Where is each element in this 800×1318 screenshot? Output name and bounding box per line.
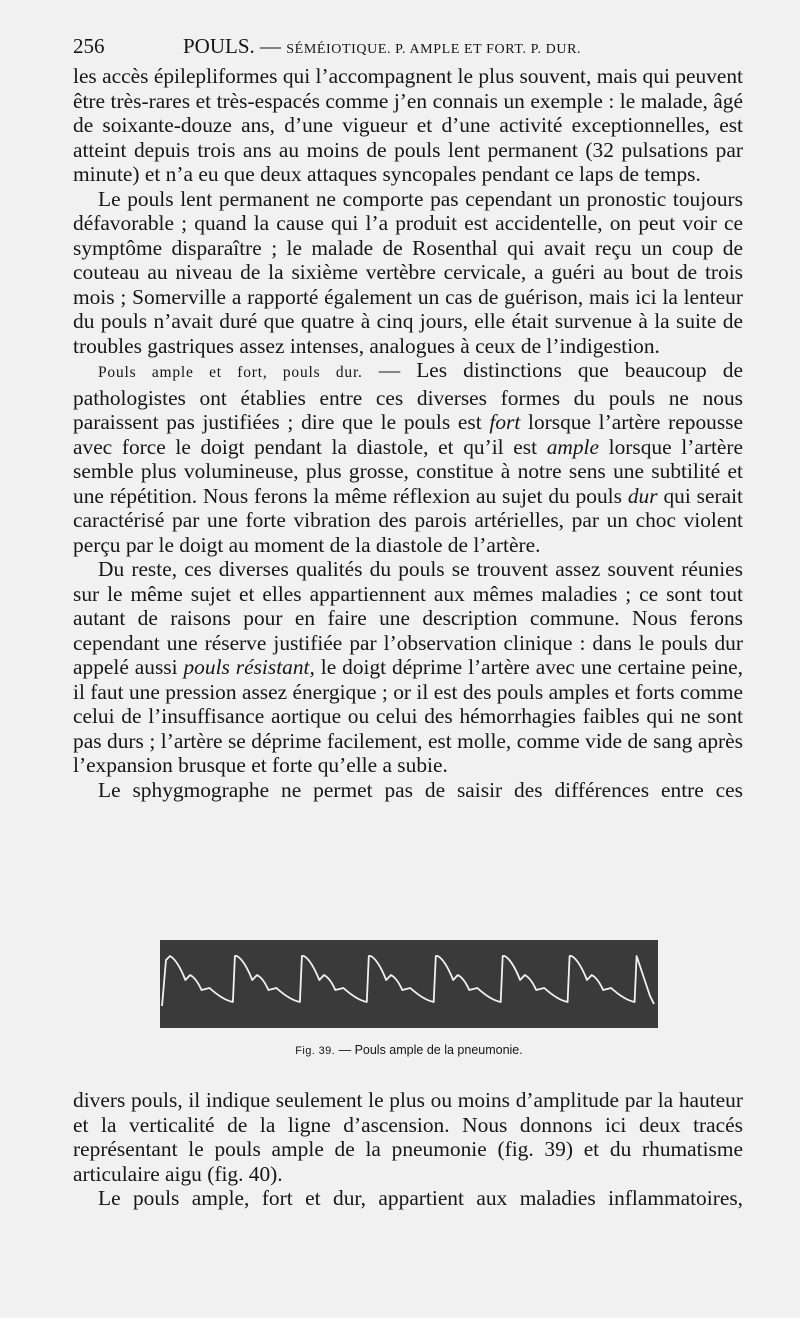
running-title [183, 30, 581, 66]
emphasis-pouls-resistant: pouls résistant, [183, 655, 315, 679]
emphasis-ample: ample [546, 434, 599, 459]
text-run: — Les distinctions que beaucoup de pathologistes ont établies entre ces diverses formes du pouls ne nous paraissent pas justifiées ; dire que le pouls est [73, 358, 743, 434]
page-number: 256 [73, 34, 105, 58]
emphasis-fort: fort [489, 410, 521, 434]
paragraph-qualites [73, 557, 743, 778]
paragraph-continuation-2: divers pouls, il indique seulement le plus ou moins d’amplitude par la hauteur et la verticalité de la ligne d’ascension. Nous donnons ici deux tracés représentant le pouls ample de la pneumonie (fig. 39) et du rhumatisme articulaire aigu (fig. 40). [73, 1088, 743, 1186]
text-block-bottom [73, 1088, 743, 1211]
paragraph-sphygmographe: Le sphygmographe ne permet pas de saisir des différences entre ces [98, 777, 743, 802]
text-run: lorsque l’artère repousse avec force le doigt pendant la diastole, et qu’il est [73, 410, 743, 459]
figure-label: Fig. 39. [295, 1045, 336, 1057]
text-run: qui serait caractérisé par une forte vibration des parois artérielles, par un choc violent perçu par le doigt au moment de la diastole de l’artère. [73, 483, 743, 557]
paragraph-inflammatoires: Le pouls ample, fort et dur, appartient aux maladies inflammatoires, [98, 1186, 743, 1210]
figure-caption-text: — Pouls ample de la pneumonie. [335, 1043, 523, 1057]
text-run: lorsque l’artère semble plus volumineuse, plus grosse, constitue à notre sens une subtilité et une répétition. Nous ferons la même réflexion au sujet du pouls [73, 434, 744, 508]
text-run: Du reste, ces diverses qualités du pouls se trouvent assez souvent réunies sur le même sujet et elles appartiennent aux mêmes maladies ; ce sont tout autant de raisons pour en faire une description commune. Nous ferons cependant une réserve justifiée par l’observation clinique : dans le pouls dur appelé aussi [73, 557, 743, 679]
running-title-sub: SÉMÉIOTIQUE. P. AMPLE ET FORT. P. DUR. [286, 42, 582, 57]
section-heading: Pouls ample et fort, pouls dur. [98, 364, 363, 381]
paragraph-prognosis: Le pouls lent permanent ne comporte pas cependant un pronostic toujours défavorable ; quand la cause qui l’a produit est accidentelle, on peut voir ce symptôme disparaître ; le malade de Rosenthal qui avait reçu un coup de couteau au niveau de la sixième vertèbre cervicale, a guéri au bout de trois mois ; Somerville a rapporté également un cas de guérison, mais ici la lenteur du pouls n’avait duré que quatre à cinq jours, elle était survenue à la suite de troubles gastriques assez intenses, analogues à ceux de l’indigestion. [73, 186, 743, 358]
text-run: le doigt déprime l’artère avec une certaine peine, il faut une pression assez énergique ; or il est des pouls amples et forts comme celui de l’insuffisance aortique ou celui des hémorrhagies faibles qui ne sont pas durs ; l’artère se déprime facilement, est molle, comme vide de sang après l’expansion brusque et forte qu’elle a subie. [73, 655, 743, 777]
trace-background [160, 940, 658, 1028]
pulse-trace-image [160, 940, 658, 1028]
emphasis-dur: dur [627, 483, 658, 508]
running-title-main: POULS. — [183, 34, 282, 58]
text-block-top [73, 64, 743, 802]
paragraph-continuation: les accès épilepliformes qui l’accompagnent le plus souvent, mais qui peuvent être très-rares et très-espacés comme j’en connais un exemple : le malade, âgé de soixante-douze ans, d’une vigueur et d’une activité exceptionnelles, est atteint depuis trois ans au moins de pouls lent permanent (32 pulsations par minute) et n’a eu que deux attaques syncopales pendant ce laps de temps. [73, 64, 743, 186]
sphygmograph-figure [160, 940, 658, 1028]
paragraph-pouls-ample [73, 358, 743, 557]
running-header [73, 30, 753, 62]
figure-caption [160, 1043, 658, 1057]
